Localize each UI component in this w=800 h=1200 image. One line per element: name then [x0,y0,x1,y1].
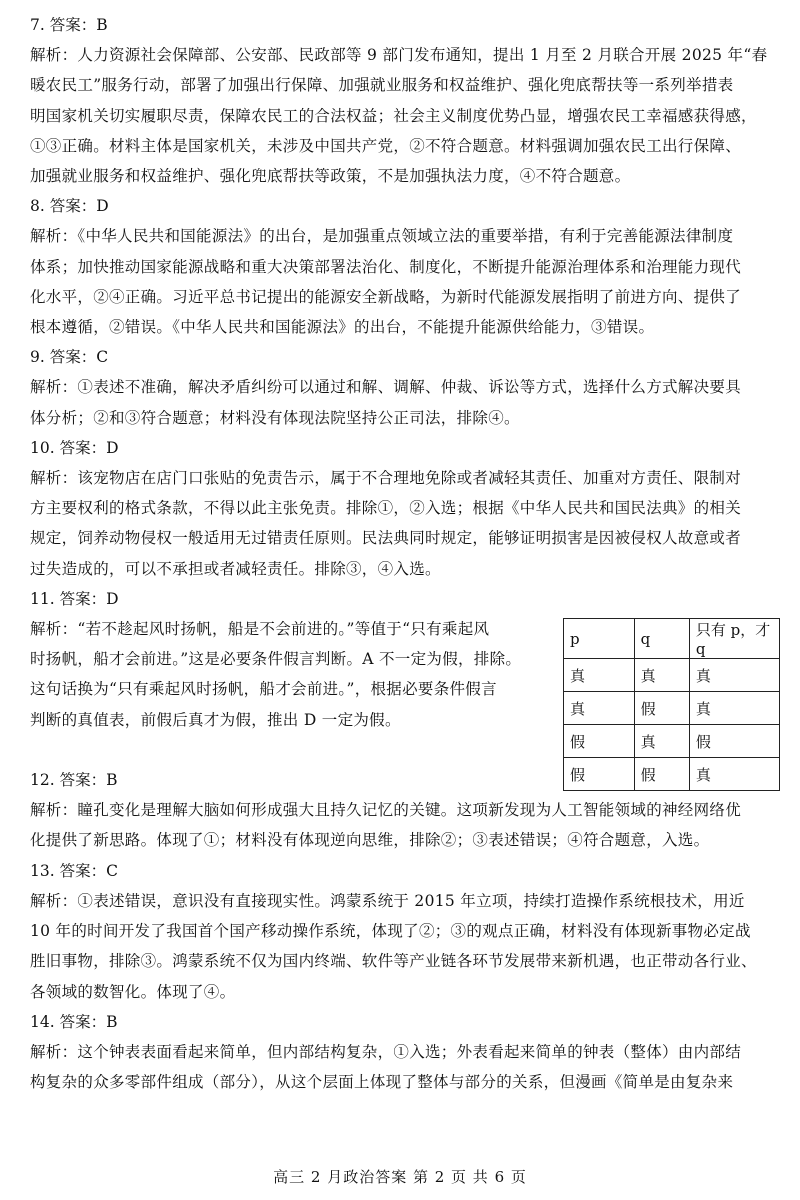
question-8 [30,191,780,342]
explanation-line: 化水平，②④正确。习近平总书记提出的能源安全新战略，为新时代能源发展指明了前进方向、提供了 [30,287,742,306]
explanation-line: 构复杂的众多零部件组成（部分），从这个层面上体现了整体与部分的关系，但漫画《简单是由复杂来 [30,1073,734,1092]
explanation-line: 明国家机关切实履职尽责，保障农民工的合法权益；社会主义制度优势凸显，增强农民工幸福感获得感， [30,106,757,125]
table-cell: 假 [634,758,689,791]
question-7 [30,10,780,191]
page-footer: 高三 2 月政治答案 第 2 页 共 6 页 [273,1168,527,1186]
answer-label: 14. 答案：B [30,1012,118,1031]
explanation-line: 化提供了新思路。体现了①；材料没有体现逆向思维，排除②；③表述错误；④符合题意，入选。 [30,831,710,850]
explanation-line: 解析：该宠物店在店门口张贴的免责告示，属于不合理地免除或者减轻其责任、加重对方责任、限制对 [30,469,742,488]
answer-label: 7. 答案：B [30,16,108,34]
header-cell-p: p [564,619,635,659]
explanation-line: 根本遵循，②错误。《中华人民共和国能源法》的出台，不能提升能源供给能力，③错误。 [30,318,655,337]
truth-table-row [564,725,780,758]
explanation-line: 解析：①表述错误，意识没有直接现实性。鸿蒙系统于 2015 年立项，持续打造操作系统根技术，用近 [30,891,745,910]
table-cell: 真 [564,659,635,692]
table-cell: 真 [634,659,689,692]
explanation-line: 解析：“若不趁起风时扬帆，船是不会前进的。”等值于“只有乘起风 [30,620,490,639]
explanation-line: 各领域的数智化。体现了④。 [30,982,236,1001]
table-cell: 假 [564,758,635,791]
explanation-line: 过失造成的，可以不承担或者减轻责任。排除③，④入选。 [30,559,441,578]
table-cell: 真 [689,758,779,791]
truth-table-row [564,659,780,692]
question-13 [30,856,780,1007]
answer-label: 8. 答案：D [30,197,109,216]
explanation-line: 这句话换为“只有乘起风时扬帆，船才会前进。”，根据必要条件假言 [30,680,497,699]
table-cell: 真 [689,692,779,725]
question-10 [30,433,780,584]
explanation-line: 加强就业服务和权益维护、强化兜底帮扶等政策，不是加强执法力度，④不符合题意。 [30,167,631,186]
explanation-line: 解析：《中华人民共和国能源法》的出台，是加强重点领域立法的重要举措，有利于完善能源法律制度 [30,227,734,246]
explanation-line: 解析：人力资源社会保障部、公安部、民政部等 9 部门发布通知，提出 1 月至 2 月联合开展 2025 年“春 [30,46,768,65]
question-14 [30,1007,780,1098]
explanation-line: 规定，饲养动物侵权一般适用无过错责任原则。民法典同时规定，能够证明损害是因被侵权人故意或者 [30,529,742,548]
explanation-line: 方主要权利的格式条款，不得以此主张免责。排除①，②入选；根据《中华人民共和国民法典》的相关 [30,499,742,518]
answer-label: 11. 答案：D [30,589,119,608]
explanation-line: 胜旧事物，排除③。鸿蒙系统不仅为国内终端、软件等产业链各环节发展带来新机遇，也正带动各行业、 [30,952,757,971]
explanation-line: 解析：瞳孔变化是理解大脑如何形成强大且持久记忆的关键。这项新发现为人工智能领域的神经网络优 [30,801,742,820]
table-cell: 真 [564,692,635,725]
truth-table [563,618,780,791]
explanation-line: 时扬帆，船才会前进。”这是必要条件假言判断。A 不一定为假，排除。 [30,650,522,669]
answer-content [30,10,780,1097]
spacer-line [30,735,555,765]
truth-table-row [564,758,780,791]
explanation-line: 体分析；②和③符合题意；材料没有体现法院坚持公正司法，排除④。 [30,408,520,427]
truth-table-header [564,619,780,659]
answer-label: 9. 答案：C [30,348,109,367]
table-cell: 假 [634,692,689,725]
explanation-line: 判断的真值表，前假后真才为假，推出 D 一定为假。 [30,710,401,729]
question-9 [30,342,780,433]
table-cell: 假 [689,725,779,758]
explanation-line: 10 年的时间开发了我国首个国产移动操作系统，体现了②；③的观点正确，材料没有体现新事物必定战 [30,922,751,941]
table-cell: 真 [634,725,689,758]
answer-label: 12. 答案：B [30,771,118,790]
header-cell-q: q [634,619,689,659]
explanation-line: ①③正确。材料主体是国家机关，未涉及中国共产党，②不符合题意。材料强调加强农民工出行保障、 [30,136,742,155]
table-cell: 真 [689,659,779,692]
table-cell: 假 [564,725,635,758]
truth-table-row [564,692,780,725]
explanation-line: 暖农民工”服务行动，部署了加强出行保障、加强就业服务和权益维护、强化兜底帮扶等一系列举措表 [30,76,734,95]
answer-label: 13. 答案：C [30,861,118,880]
answer-label: 10. 答案：D [30,438,119,457]
explanation-line: 解析：这个钟表表面看起来简单，但内部结构复杂，①入选；外表看起来简单的钟表（整体）由内部结 [30,1042,742,1061]
question-11-explanation [30,614,555,765]
explanation-line: 解析：①表述不准确，解决矛盾纠纷可以通过和解、调解、仲裁、诉讼等方式，选择什么方式解决要具 [30,378,742,397]
explanation-line: 体系；加快推动国家能源战略和重大决策部署法治化、制度化，不断提升能源治理体系和治理能力现代 [30,257,742,276]
header-cell-result: 只有 p，才 q [689,619,779,659]
